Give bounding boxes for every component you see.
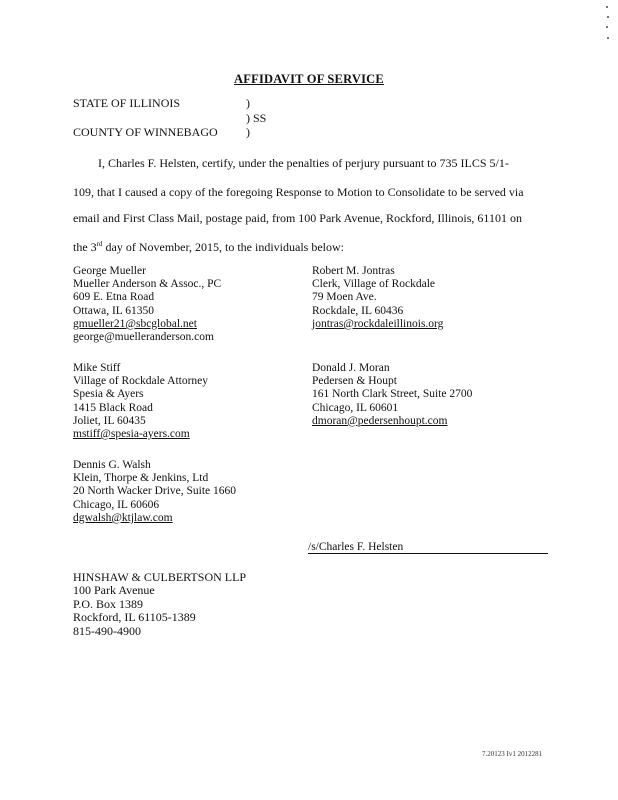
recipient-line: Village of Rockdale Attorney — [73, 375, 209, 388]
recipient-line: 79 Moen Ave. — [312, 291, 377, 304]
recipient-email[interactable]: dgwalsh@ktjlaw.com — [73, 511, 173, 524]
body-line-2: 109, that I caused a copy of the foregoing Response to Motion to Consolidate to be served via — [73, 185, 524, 199]
document-title: AFFIDAVIT OF SERVICE — [234, 72, 384, 86]
recipient-name: Donald J. Moran — [312, 362, 390, 374]
recipient-line: 609 E. Etna Road — [73, 291, 155, 304]
firm-name: HINSHAW & CULBERTSON LLP — [73, 570, 247, 584]
firm-line: Rockford, IL 61105-1389 — [73, 610, 196, 625]
recipient-line: Joliet, IL 60435 — [73, 414, 146, 427]
recipient-line: 20 North Wacker Drive, Suite 1660 — [73, 485, 237, 498]
recipient-email[interactable]: gmueller21@sbcglobal.net — [73, 317, 197, 330]
recipient-email[interactable]: dmoran@pedersenhoupt.com — [312, 414, 448, 427]
recipient-line: Pedersen & Houpt — [312, 375, 397, 388]
recipient-line: 1415 Black Road — [73, 401, 153, 414]
recipient-line: Klein, Thorpe & Jenkins, Ltd — [73, 472, 209, 485]
recipient-line: 161 North Clark Street, Suite 2700 — [312, 388, 473, 401]
body-line-1: I, Charles F. Helsten, certify, under the penalties of perjury pursuant to 735 ILCS 5/1- — [98, 156, 509, 170]
recipient-line: Chicago, IL 60601 — [312, 401, 399, 414]
venue-bracket: ) — [246, 125, 250, 139]
venue-county: COUNTY OF WINNEBAGO — [73, 125, 218, 139]
recipient-name: George Mueller — [73, 265, 146, 277]
venue-ss: ) SS — [246, 111, 267, 125]
signature-line — [308, 553, 548, 554]
date-prefix: the 3 — [73, 240, 97, 254]
firm-line: 100 Park Avenue — [73, 583, 155, 598]
recipient-block — [73, 265, 221, 344]
firm-block — [73, 571, 246, 638]
recipient-email[interactable]: mstiff@spesia-ayers.com — [73, 428, 190, 441]
venue-state: STATE OF ILLINOIS — [73, 96, 181, 110]
recipient-email[interactable]: george@muelleranderson.com — [73, 331, 214, 344]
recipient-name: Dennis G. Walsh — [73, 459, 151, 471]
body-line-4 — [73, 238, 344, 254]
firm-line: 815-490-4900 — [73, 623, 141, 638]
recipient-email[interactable]: jontras@rockdaleillinois.org — [312, 317, 444, 330]
date-ordinal: rd — [96, 240, 103, 248]
document-id: 7.20123 Iv1 2012281 — [482, 750, 543, 758]
recipient-name: Mike Stiff — [73, 362, 121, 374]
recipient-line: Mueller Anderson & Assoc., PC — [73, 278, 222, 291]
recipient-line: Spesia & Ayers — [73, 388, 144, 401]
body-line-3: email and First Class Mail, postage paid, from 100 Park Avenue, Rockford, Illinois, 61101 on — [73, 211, 522, 225]
date-suffix: day of November, 2015, to the individuals below: — [102, 240, 344, 254]
scan-edge-marks — [606, 6, 609, 42]
recipient-line: Clerk, Village of Rockdale — [312, 278, 436, 291]
recipient-block — [312, 265, 443, 331]
recipient-block — [312, 362, 472, 428]
recipient-block — [73, 459, 236, 525]
recipient-line: Ottawa, IL 61350 — [73, 304, 155, 317]
recipient-name: Robert M. Jontras — [312, 265, 395, 277]
firm-line: P.O. Box 1389 — [73, 596, 144, 611]
recipient-block — [73, 362, 208, 441]
recipient-line: Chicago, IL 60606 — [73, 498, 160, 511]
signature-text: /s/Charles F. Helsten — [308, 541, 404, 553]
recipient-line: Rockdale, IL 60436 — [312, 304, 404, 317]
venue-bracket: ) — [246, 96, 250, 110]
